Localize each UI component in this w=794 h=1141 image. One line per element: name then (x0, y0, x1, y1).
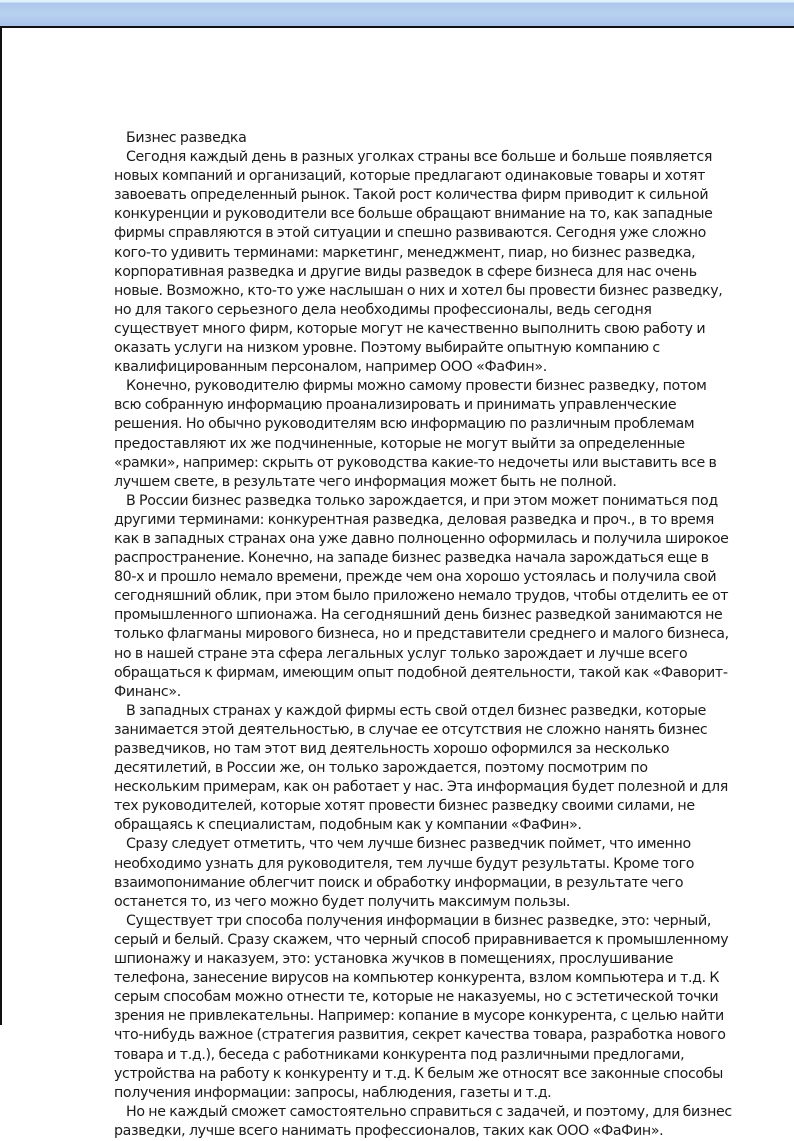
paragraph-4: В западных странах у каждой фирмы есть свой отдел бизнес разведки, которые занимается этой деятельностью, в случае ее отсутствия не сложно нанять бизнес разведчиков, но там этот вид деятельность хорошо оформился за несколько десятилетий, в России же, он только зарождается, поэтому посмотрим по нескольким примерам, как он работает у нас. Эта информация будет полезной и для тех руководителей, которые хотят провести бизнес разведку своими силами, не обращаясь к специалистам, подобным как у компании «ФаФин». (114, 702, 728, 834)
paragraph-6: Существует три способа получения информации в бизнес разведке, это: черный, серый и белый. Сразу скажем, что черный способ приравнивается к промышленному шпионажу и наказуем, это: установка жучков в помещениях, прослушивание телефона, занесение вирусов на компьютер конкурента, взлом компьютера и т.д. К серым способам можно отнести те, которые не наказуемы, но с эстетической точки зрения не привлекательны. Например: копание в мусоре конкурента, с целью найти что-нибудь важное (стратегия развития, секрет качества товара, разработка нового товара и т.д.), беседа с работниками конкурента под различными предлогами, устройства на работу к конкуренту и т.д. К белым же относят все законные способы получения информации: запросы, наблюдения, газеты и т.д. (114, 912, 729, 1101)
paragraph-1: Сегодня каждый день в разных уголках страны все больше и больше появляется новых компаний и организаций, которые предлагают одинаковые товары и хотят завоевать определенный рынок. Такой рост количества фирм приводит к сильной конкуренции и руководители все больше обращают внимание на то, как западные фирмы справляются в этой ситуации и спешно развиваются. Сегодня уже сложно кого-то удивить терминами: маркетинг, менеджмент, пиар, но бизнес разведка, корпоративная разведка и другие виды разведок в сфере бизнеса для нас очень новые. Возможно, кто-то уже наслышан о них и хотел бы провести бизнес разведку, но для такого серьезного дела необходимы профессионалы, ведь сегодня существует много фирм, которые могут не качественно выполнить свою работу и оказать услуги на низком уровне. Поэтому выбирайте опытную компанию с квалифицированным персоналом, например ООО «ФаФин». (114, 149, 723, 376)
document-body[interactable] (114, 129, 734, 1141)
paragraph-3: В России бизнес разведка только зарождается, и при этом может пониматься под другими терминами: конкурентная разведка, деловая разведка и проч., в то время как в западных странах она уже давно полноценно оформилась и получила широкое распространение. Конечно, на западе бизнес разведка начала зарождаться еще в 80-х и прошло немало времени, прежде чем она хорошо устоялась и получила свой сегодняшний облик, при этом было приложено немало трудов, чтобы отделить ее от промышленного шпионажа. На сегодняшний день бизнес разведкой занимаются не только флагманы мирового бизнеса, но и представители среднего и малого бизнеса, но в нашей стране эта сфера легальных услуг только зарождает и лучше всего обращаться к фирмам, имеющим опыт подобной деятельности, такой как «Фаворит-Финанс». (114, 492, 729, 700)
paragraph-5: Сразу следует отметить, что чем лучше бизнес разведчик поймет, что именно необходимо узнать для руководителя, тем лучше будут результаты. Кроме того взаимопонимание облегчит поиск и обработку информации, в результате чего останется то, из чего можно будет получить максимум пользы. (114, 836, 695, 910)
document-page[interactable] (0, 26, 794, 1139)
word-ribbon-bottom-edge (0, 0, 794, 26)
paragraph-7: Но не каждый сможет самостоятельно справиться с задачей, и поэтому, для бизнес разведки, лучше всего нанимать профессионалов, таких как ООО «ФаФин». (114, 1103, 732, 1139)
paragraph-2: Конечно, руководителю фирмы можно самому провести бизнес разведку, потом всю собранную информацию проанализировать и принимать управленческие решения. Но обычно руководителям всю информацию по различным проблемам предоставляют их же подчиненные, которые не могут выйти за определенные «рамки», например: скрыть от руководства какие-то недочеты или выставить все в лучшем свете, в результате чего информация может быть не полной. (114, 378, 717, 490)
document-title: Бизнес разведка (126, 130, 247, 146)
